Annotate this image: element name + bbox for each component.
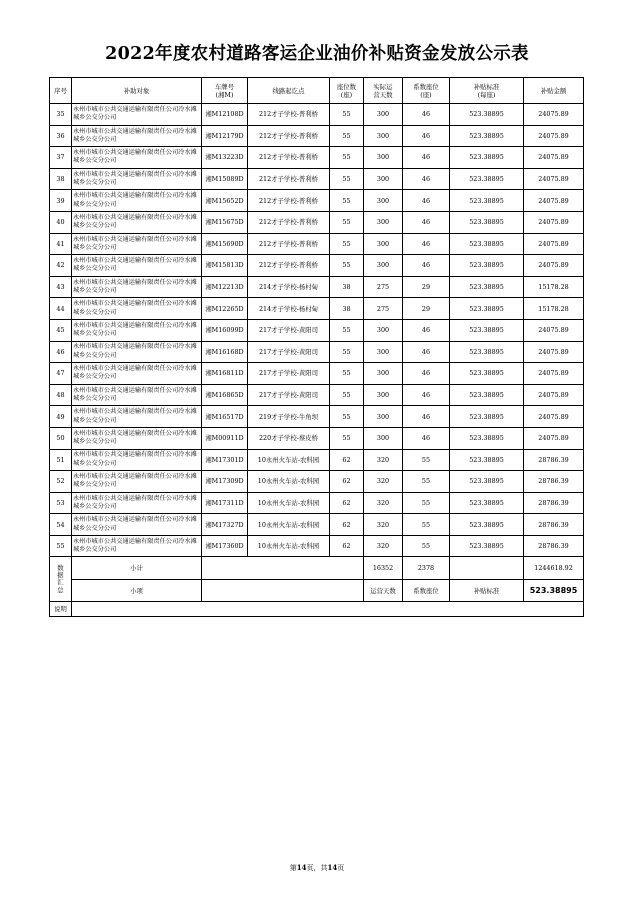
row-plate: 湘M15690D [202, 233, 248, 255]
table-header-row [50, 78, 584, 104]
row-days: 300 [364, 168, 403, 190]
row-standard: 523.38895 [450, 104, 524, 126]
subtotal-empty [202, 557, 364, 580]
row-amount: 28786.39 [524, 492, 584, 514]
row-coef-seats: 55 [403, 471, 450, 493]
row-coef-seats: 46 [403, 190, 450, 212]
row-coef-seats: 46 [403, 211, 450, 233]
row-route: 10永州火车站-农科园 [248, 471, 330, 493]
header-seq: 序号 [50, 78, 72, 104]
row-route: 219才子学校-牛角坝 [248, 406, 330, 428]
row-coef-seats: 46 [403, 104, 450, 126]
row-standard: 523.38895 [450, 147, 524, 169]
row-seats: 38 [330, 298, 364, 320]
header-subject: 补助对象 [72, 78, 202, 104]
header-seats: 座位数 (座) [330, 78, 364, 104]
row-amount: 28786.39 [524, 514, 584, 536]
table-row [50, 341, 584, 363]
row-seats: 55 [330, 341, 364, 363]
row-amount: 24075.89 [524, 168, 584, 190]
subsidy-table [49, 77, 584, 617]
row-seq: 48 [50, 384, 72, 406]
row-plate: 湘M17360D [202, 535, 248, 557]
note-row [50, 602, 584, 617]
page-title: 2022年度农村道路客运企业油价补贴资金发放公示表 [105, 44, 529, 64]
row-seats: 55 [330, 255, 364, 277]
header-route: 线路起讫点 [248, 78, 330, 104]
row-subject: 永州市城市公共交通运输有限责任公司冷水滩城乡公交分公司 [72, 427, 202, 449]
row-subject: 永州市城市公共交通运输有限责任公司冷水滩城乡公交分公司 [72, 276, 202, 298]
row-coef-seats: 46 [403, 147, 450, 169]
header-days: 实际运 营天数 [364, 78, 403, 104]
row-amount: 24075.89 [524, 406, 584, 428]
table-row [50, 168, 584, 190]
row-seats: 55 [330, 384, 364, 406]
header-coef-seats: 系数座位 (座) [403, 78, 450, 104]
std-value: 523.38895 [524, 580, 584, 602]
table-row [50, 384, 584, 406]
row-coef-seats: 55 [403, 514, 450, 536]
row-seats: 62 [330, 492, 364, 514]
table-row [50, 255, 584, 277]
row-plate: 湘M12213D [202, 276, 248, 298]
page-total: 14 [327, 863, 338, 872]
row-subject: 永州市城市公共交通运输有限责任公司冷水滩城乡公交分公司 [72, 298, 202, 320]
row-days: 300 [364, 147, 403, 169]
row-seq: 40 [50, 211, 72, 233]
row-standard: 523.38895 [450, 168, 524, 190]
row-standard: 523.38895 [450, 298, 524, 320]
item-empty [202, 580, 364, 602]
row-plate: 湘M17327D [202, 514, 248, 536]
subtotal-label: 小计 [72, 557, 202, 580]
row-seq: 50 [50, 427, 72, 449]
row-route: 212才子学校-普利桥 [248, 190, 330, 212]
item-row [50, 580, 584, 602]
row-amount: 24075.89 [524, 211, 584, 233]
row-seats: 55 [330, 233, 364, 255]
table-row [50, 104, 584, 126]
row-days: 300 [364, 341, 403, 363]
row-days: 300 [364, 406, 403, 428]
table-row [50, 363, 584, 385]
subtotal-std-empty [450, 557, 524, 580]
row-plate: 湘M15652D [202, 190, 248, 212]
row-amount: 28786.39 [524, 471, 584, 493]
row-route: 10永州火车站-农科园 [248, 514, 330, 536]
row-subject: 永州市城市公共交通运输有限责任公司冷水滩城乡公交分公司 [72, 384, 202, 406]
row-coef-seats: 46 [403, 255, 450, 277]
row-standard: 523.38895 [450, 341, 524, 363]
table-row [50, 514, 584, 536]
row-seats: 55 [330, 190, 364, 212]
row-route: 217才子学校-黄阳司 [248, 363, 330, 385]
row-coef-seats: 29 [403, 276, 450, 298]
row-standard: 523.38895 [450, 406, 524, 428]
row-amount: 24075.89 [524, 341, 584, 363]
row-subject: 永州市城市公共交通运输有限责任公司冷水滩城乡公交分公司 [72, 104, 202, 126]
row-route: 10永州火车站-农科园 [248, 449, 330, 471]
row-standard: 523.38895 [450, 319, 524, 341]
row-amount: 28786.39 [524, 449, 584, 471]
row-standard: 523.38895 [450, 449, 524, 471]
row-days: 320 [364, 514, 403, 536]
row-subject: 永州市城市公共交通运输有限责任公司冷水滩城乡公交分公司 [72, 535, 202, 557]
table-row [50, 319, 584, 341]
row-plate: 湘M17301D [202, 449, 248, 471]
row-standard: 523.38895 [450, 535, 524, 557]
row-standard: 523.38895 [450, 471, 524, 493]
row-seq: 39 [50, 190, 72, 212]
row-coef-seats: 46 [403, 125, 450, 147]
row-standard: 523.38895 [450, 384, 524, 406]
subtotal-coef: 2378 [403, 557, 450, 580]
table-row [50, 147, 584, 169]
row-days: 300 [364, 104, 403, 126]
row-days: 275 [364, 276, 403, 298]
row-amount: 15178.28 [524, 276, 584, 298]
row-amount: 24075.89 [524, 190, 584, 212]
table-row [50, 211, 584, 233]
row-standard: 523.38895 [450, 125, 524, 147]
coef-label: 系数座位 [403, 580, 450, 602]
row-standard: 523.38895 [450, 363, 524, 385]
row-subject: 永州市城市公共交通运输有限责任公司冷水滩城乡公交分公司 [72, 406, 202, 428]
row-seq: 36 [50, 125, 72, 147]
row-days: 275 [364, 298, 403, 320]
row-plate: 湘M16099D [202, 319, 248, 341]
row-route: 220才子学校-蔡皮桥 [248, 427, 330, 449]
row-coef-seats: 55 [403, 449, 450, 471]
row-subject: 永州市城市公共交通运输有限责任公司冷水滩城乡公交分公司 [72, 190, 202, 212]
row-days: 300 [364, 363, 403, 385]
note-label: 说明 [50, 602, 72, 617]
row-route: 212才子学校-普利桥 [248, 125, 330, 147]
row-seq: 41 [50, 233, 72, 255]
row-seq: 35 [50, 104, 72, 126]
row-amount: 24075.89 [524, 319, 584, 341]
row-amount: 24075.89 [524, 427, 584, 449]
row-coef-seats: 46 [403, 363, 450, 385]
row-route: 217才子学校-黄阳司 [248, 319, 330, 341]
row-plate: 湘M16811D [202, 363, 248, 385]
row-seq: 44 [50, 298, 72, 320]
header-plate: 车牌号 (湘M) [202, 78, 248, 104]
row-route: 212才子学校-普利桥 [248, 168, 330, 190]
row-plate: 湘M16517D [202, 406, 248, 428]
row-standard: 523.38895 [450, 514, 524, 536]
row-plate: 湘M13223D [202, 147, 248, 169]
row-days: 320 [364, 535, 403, 557]
row-subject: 永州市城市公共交通运输有限责任公司冷水滩城乡公交分公司 [72, 319, 202, 341]
row-plate: 湘M12108D [202, 104, 248, 126]
row-subject: 永州市城市公共交通运输有限责任公司冷水滩城乡公交分公司 [72, 147, 202, 169]
row-plate: 湘M16168D [202, 341, 248, 363]
row-seq: 54 [50, 514, 72, 536]
table-row [50, 492, 584, 514]
row-route: 10永州火车站-农科园 [248, 535, 330, 557]
table-row [50, 190, 584, 212]
row-days: 320 [364, 492, 403, 514]
row-standard: 523.38895 [450, 255, 524, 277]
row-route: 212才子学校-普利桥 [248, 147, 330, 169]
table-row [50, 535, 584, 557]
row-standard: 523.38895 [450, 492, 524, 514]
row-seq: 55 [50, 535, 72, 557]
row-route: 214才子学校-杨村甸 [248, 298, 330, 320]
row-subject: 永州市城市公共交通运输有限责任公司冷水滩城乡公交分公司 [72, 471, 202, 493]
row-amount: 24075.89 [524, 384, 584, 406]
row-days: 300 [364, 255, 403, 277]
row-plate: 湘M00911D [202, 427, 248, 449]
row-coef-seats: 55 [403, 535, 450, 557]
row-amount: 24075.89 [524, 147, 584, 169]
row-seq: 45 [50, 319, 72, 341]
row-seats: 55 [330, 427, 364, 449]
item-label: 小项 [72, 580, 202, 602]
row-coef-seats: 46 [403, 427, 450, 449]
summary-group-label: 数 据 汇 总 [50, 557, 72, 602]
row-seats: 55 [330, 363, 364, 385]
row-route: 10永州火车站-农科园 [248, 492, 330, 514]
row-seq: 52 [50, 471, 72, 493]
row-subject: 永州市城市公共交通运输有限责任公司冷水滩城乡公交分公司 [72, 211, 202, 233]
table-row [50, 449, 584, 471]
row-days: 320 [364, 471, 403, 493]
subtotal-amount: 1244618.92 [524, 557, 584, 580]
note-content [72, 602, 584, 617]
table-row [50, 233, 584, 255]
table-row [50, 427, 584, 449]
row-standard: 523.38895 [450, 233, 524, 255]
row-subject: 永州市城市公共交通运输有限责任公司冷水滩城乡公交分公司 [72, 363, 202, 385]
row-seats: 55 [330, 147, 364, 169]
row-plate: 湘M15675D [202, 211, 248, 233]
row-standard: 523.38895 [450, 276, 524, 298]
row-coef-seats: 55 [403, 492, 450, 514]
row-subject: 永州市城市公共交通运输有限责任公司冷水滩城乡公交分公司 [72, 168, 202, 190]
row-subject: 永州市城市公共交通运输有限责任公司冷水滩城乡公交分公司 [72, 125, 202, 147]
row-route: 212才子学校-普利桥 [248, 233, 330, 255]
row-seats: 55 [330, 319, 364, 341]
row-seats: 55 [330, 211, 364, 233]
row-plate: 湘M12179D [202, 125, 248, 147]
row-coef-seats: 46 [403, 168, 450, 190]
header-standard: 补贴标准 (每座) [450, 78, 524, 104]
table-row [50, 406, 584, 428]
row-subject: 永州市城市公共交通运输有限责任公司冷水滩城乡公交分公司 [72, 341, 202, 363]
row-plate: 湘M16865D [202, 384, 248, 406]
row-plate: 湘M17309D [202, 471, 248, 493]
row-route: 212才子学校-普利桥 [248, 104, 330, 126]
row-subject: 永州市城市公共交通运输有限责任公司冷水滩城乡公交分公司 [72, 255, 202, 277]
row-seq: 43 [50, 276, 72, 298]
row-coef-seats: 46 [403, 233, 450, 255]
row-days: 320 [364, 449, 403, 471]
row-coef-seats: 46 [403, 406, 450, 428]
row-plate: 湘M17311D [202, 492, 248, 514]
row-standard: 523.38895 [450, 190, 524, 212]
std-label: 补贴标准 [450, 580, 524, 602]
row-subject: 永州市城市公共交通运输有限责任公司冷水滩城乡公交分公司 [72, 514, 202, 536]
row-seats: 55 [330, 406, 364, 428]
row-seats: 62 [330, 514, 364, 536]
page-number: 14 [296, 863, 307, 872]
days-label: 运营天数 [364, 580, 403, 602]
row-seq: 47 [50, 363, 72, 385]
subtotal-days: 16352 [364, 557, 403, 580]
row-standard: 523.38895 [450, 211, 524, 233]
row-days: 300 [364, 233, 403, 255]
row-amount: 24075.89 [524, 255, 584, 277]
row-subject: 永州市城市公共交通运输有限责任公司冷水滩城乡公交分公司 [72, 449, 202, 471]
row-seats: 38 [330, 276, 364, 298]
row-seats: 55 [330, 125, 364, 147]
row-days: 300 [364, 427, 403, 449]
row-amount: 15178.28 [524, 298, 584, 320]
row-amount: 24075.89 [524, 125, 584, 147]
row-seats: 62 [330, 449, 364, 471]
table-row [50, 276, 584, 298]
row-days: 300 [364, 384, 403, 406]
row-amount: 24075.89 [524, 233, 584, 255]
row-seats: 55 [330, 168, 364, 190]
header-amount: 补贴金额 [524, 78, 584, 104]
table-row [50, 125, 584, 147]
row-seats: 55 [330, 104, 364, 126]
row-seq: 42 [50, 255, 72, 277]
row-plate: 湘M15813D [202, 255, 248, 277]
row-route: 217才子学校-黄阳司 [248, 384, 330, 406]
row-route: 217才子学校-黄阳司 [248, 341, 330, 363]
row-days: 300 [364, 190, 403, 212]
row-plate: 湘M12265D [202, 298, 248, 320]
row-route: 214才子学校-杨村甸 [248, 276, 330, 298]
row-standard: 523.38895 [450, 427, 524, 449]
row-seq: 51 [50, 449, 72, 471]
row-plate: 湘M15089D [202, 168, 248, 190]
row-seq: 46 [50, 341, 72, 363]
row-coef-seats: 29 [403, 298, 450, 320]
table-row [50, 298, 584, 320]
row-subject: 永州市城市公共交通运输有限责任公司冷水滩城乡公交分公司 [72, 492, 202, 514]
row-amount: 24075.89 [524, 363, 584, 385]
row-coef-seats: 46 [403, 341, 450, 363]
row-seats: 62 [330, 471, 364, 493]
subtotal-row [50, 557, 584, 580]
row-coef-seats: 46 [403, 319, 450, 341]
row-seq: 37 [50, 147, 72, 169]
row-route: 212才子学校-普利桥 [248, 211, 330, 233]
row-days: 300 [364, 211, 403, 233]
row-seats: 62 [330, 535, 364, 557]
row-seq: 49 [50, 406, 72, 428]
page-footer: 第14页，共14页 [289, 863, 345, 872]
row-route: 212才子学校-普利桥 [248, 255, 330, 277]
row-subject: 永州市城市公共交通运输有限责任公司冷水滩城乡公交分公司 [72, 233, 202, 255]
row-days: 300 [364, 319, 403, 341]
row-coef-seats: 46 [403, 384, 450, 406]
row-seq: 53 [50, 492, 72, 514]
row-amount: 24075.89 [524, 104, 584, 126]
row-days: 300 [364, 125, 403, 147]
row-seq: 38 [50, 168, 72, 190]
row-amount: 28786.39 [524, 535, 584, 557]
table-row [50, 471, 584, 493]
